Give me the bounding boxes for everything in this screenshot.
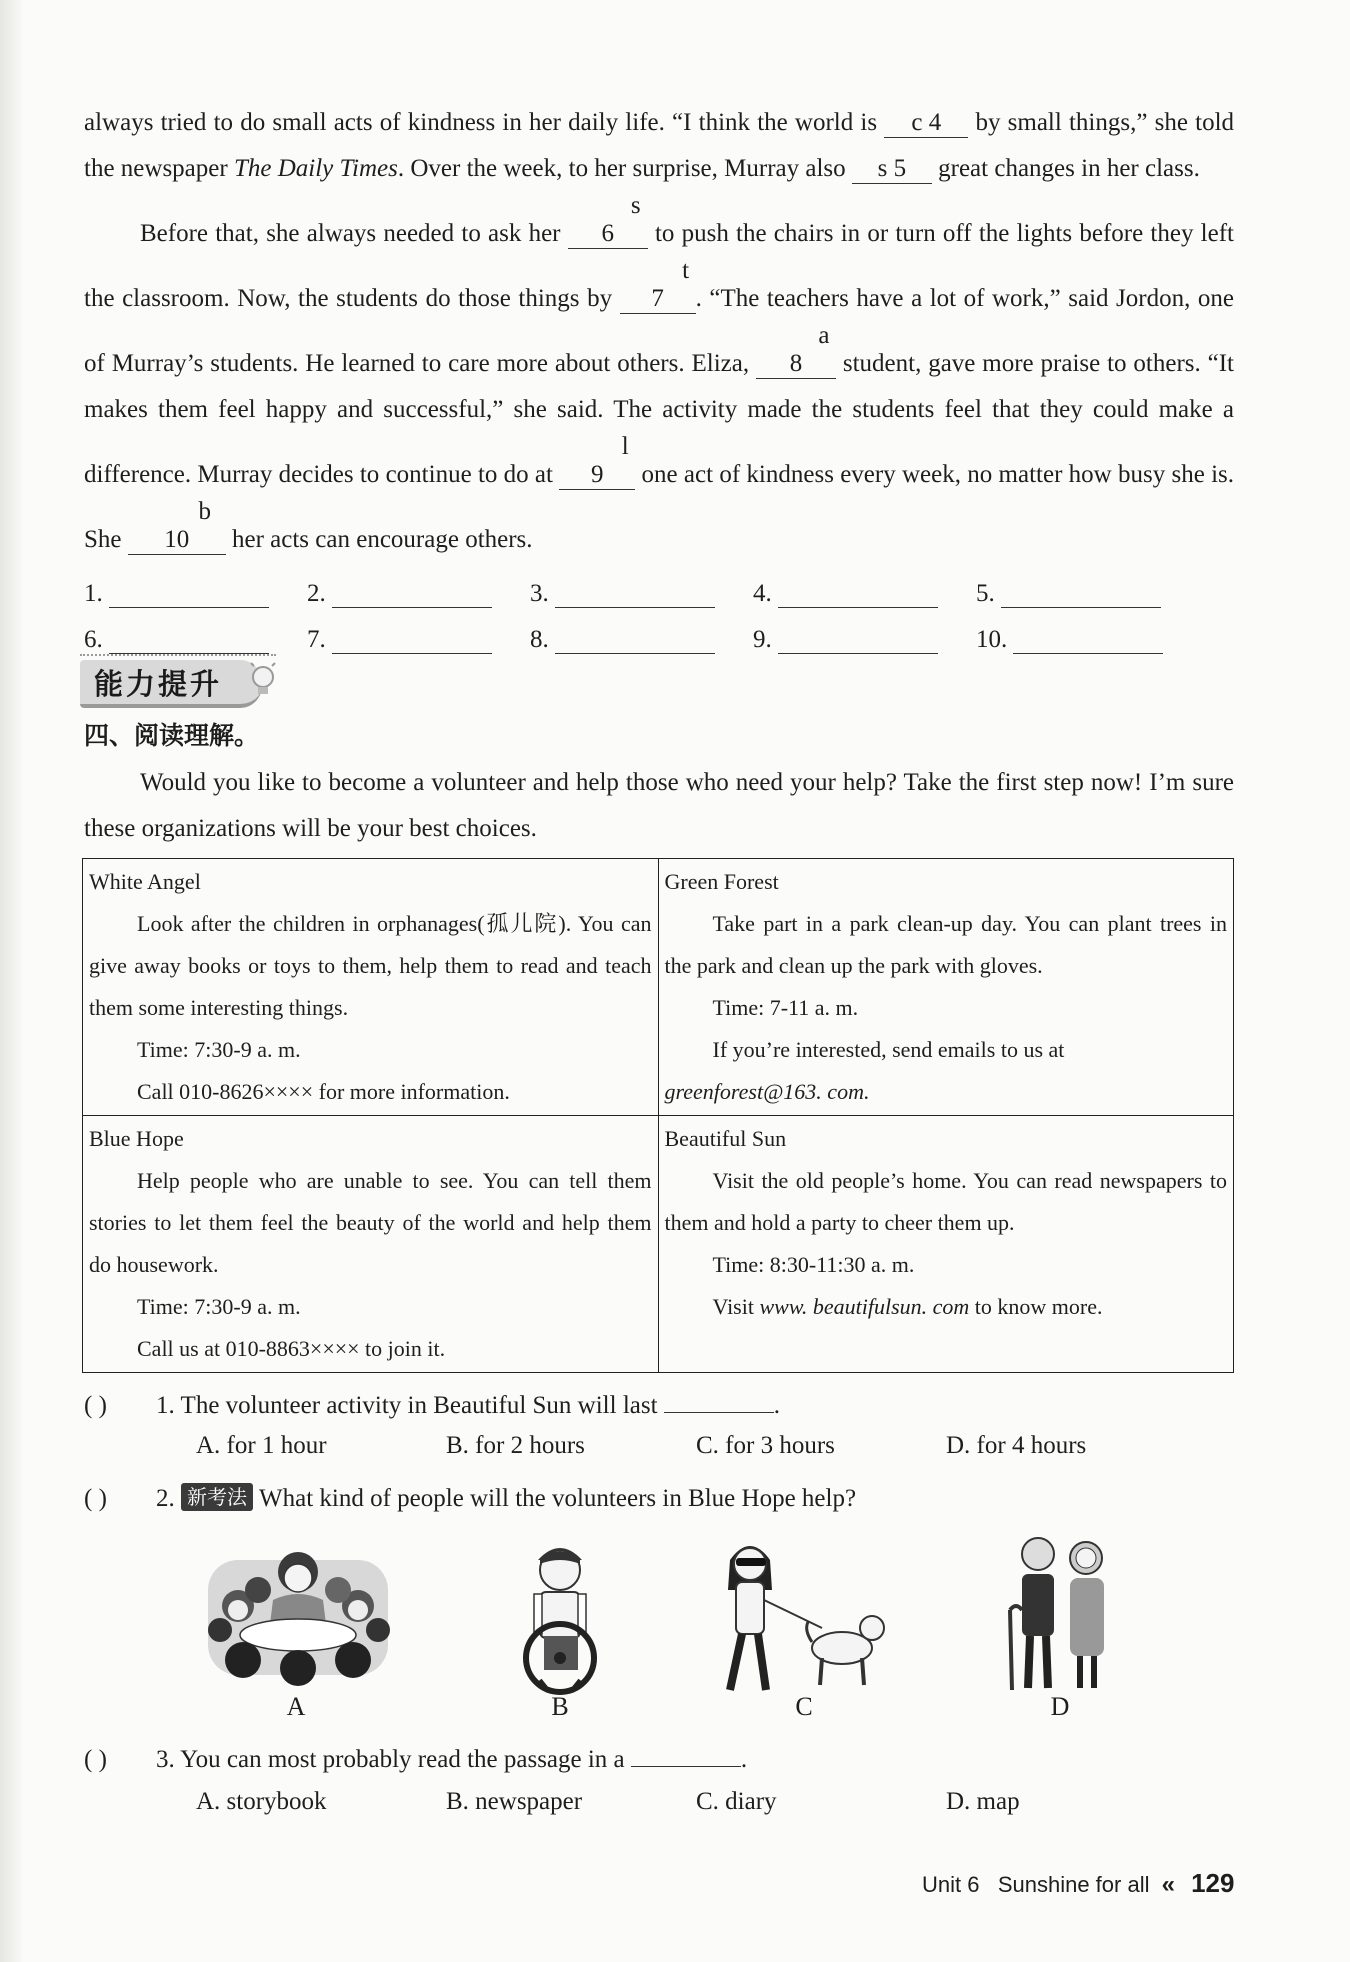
answer-5[interactable]: 5.: [976, 562, 1199, 608]
answer-6[interactable]: 6.: [84, 608, 307, 654]
blank-9[interactable]: l 9: [559, 433, 635, 490]
question-blank: [631, 1742, 741, 1767]
option-d[interactable]: D. map: [946, 1788, 1020, 1815]
blank-6[interactable]: s 6: [568, 192, 648, 249]
org-name: Green Forest: [664, 869, 779, 894]
double-chevron-icon: «: [1161, 1871, 1175, 1898]
answer-2[interactable]: 2.: [307, 562, 530, 608]
passage-paragraph-1: always tried to do small acts of kindness in her daily life. “I think the world is c 4 by small things,” she told the newspaper The Daily Times. Over the week, to her surprise, Murray also s 5 great changes in her class.: [84, 109, 1235, 182]
org-contact: If you’re interested, send emails to us at: [712, 1037, 1065, 1062]
passage-paragraph-2: Before that, she always needed to ask her s 6 to push the chairs in or turn off the lights before they left the classroom. Now, the students do those things by t 7 . “The teachers have a lot of work,” said Jordon, one of Murray’s students. He learned to care more about others. Eliza, a 8 student, gave more praise to others. “It makes them feel happy and successful,” she said. The activity made the students feel that they could make a difference. Murray decides to continue to do at l 9 one act of kindness every week, no matter how busy she is. She b 10 her acts can encourage others.: [84, 192, 1235, 553]
cloze-passage: [84, 100, 1234, 563]
organizations-table: [82, 858, 1234, 1373]
answer-row-2: [84, 608, 1214, 654]
picture-label-d: D: [1050, 1692, 1070, 1721]
table-row: [83, 859, 1234, 1116]
picture-label-b: B: [551, 1692, 569, 1721]
option-c[interactable]: C. for 3 hours: [696, 1432, 835, 1459]
elderly-couple-picture[interactable]: [998, 1530, 1128, 1700]
org-name: Blue Hope: [89, 1126, 184, 1151]
question-2-pictures: [0, 1530, 1350, 1730]
answer-4[interactable]: 4.: [753, 562, 976, 608]
question-3: ( ) 3. You can most probably read the passage in a .: [84, 1740, 1234, 1780]
org-name: Beautiful Sun: [664, 1126, 787, 1151]
option-b[interactable]: B. newspaper: [446, 1788, 583, 1815]
answer-lines: [84, 562, 1214, 654]
answer-3[interactable]: 3.: [530, 562, 753, 608]
org-description: Visit the old people’s home. You can read newspapers to them and hold a party to cheer them up.: [664, 1168, 1227, 1235]
org-blue-hope: [83, 1116, 659, 1373]
new-format-tag: 新考法: [181, 1483, 253, 1511]
org-time: Time: 7:30-9 a. m.: [137, 1037, 301, 1062]
answer-10[interactable]: 10.: [976, 608, 1199, 654]
answer-paren[interactable]: ( ): [84, 1485, 107, 1512]
org-beautiful-sun: [658, 1116, 1234, 1373]
answer-paren[interactable]: ( ): [84, 1746, 107, 1773]
option-a[interactable]: A. storybook: [196, 1788, 327, 1815]
blank-5[interactable]: s 5: [852, 155, 932, 184]
unit-title: Sunshine for all: [997, 1872, 1150, 1897]
page-footer: [922, 1868, 1234, 1899]
blank-4[interactable]: c 4: [884, 109, 968, 138]
option-c[interactable]: C. diary: [696, 1788, 777, 1815]
question-1: ( ) 1. The volunteer activity in Beautiful Sun will last .: [84, 1386, 1234, 1426]
blank-8[interactable]: a 8: [756, 322, 836, 379]
question-2: ( ) 2. 新考法 What kind of people will the volunteers in Blue Hope help?: [84, 1479, 1234, 1519]
section-title: 四、阅读理解。: [84, 721, 260, 750]
org-url[interactable]: www. beautifulsun. com: [759, 1294, 970, 1319]
org-white-angel: [83, 859, 659, 1116]
answer-9[interactable]: 9.: [753, 608, 976, 654]
picture-label-a: A: [286, 1692, 306, 1721]
answer-1[interactable]: 1.: [84, 562, 307, 608]
question-1-options: [196, 1432, 1196, 1460]
wheelchair-user-picture[interactable]: [500, 1530, 620, 1700]
picture-label-c: C: [795, 1692, 813, 1721]
org-contact: Call 010-8626×××× for more information.: [137, 1079, 510, 1104]
blank-10[interactable]: b 10: [128, 498, 226, 555]
org-contact: Call us at 010-8863×××× to join it.: [137, 1336, 446, 1361]
org-name: White Angel: [89, 869, 201, 894]
org-description: Help people who are unable to see. You can tell them stories to let them feel the beauty of the world and help them do housework.: [89, 1168, 652, 1277]
unit-label: Unit 6: [922, 1872, 980, 1897]
answer-8[interactable]: 8.: [530, 608, 753, 654]
reading-intro: Would you like to become a volunteer and help those who need your help? Take the first step now! I’m sure these organizations will be your best choices.: [84, 769, 1234, 842]
answer-paren[interactable]: ( ): [84, 1392, 107, 1419]
org-contact: Visit www. beautifulsun. com to know more.: [712, 1294, 1103, 1319]
org-description: Look after the children in orphanages(孤儿院). You can give away books or toys to them, help them to read and teach them some interesting things.: [89, 911, 652, 1020]
newspaper-title: The Daily Times: [233, 155, 398, 182]
page-number: 129: [1191, 1868, 1235, 1898]
blank-7[interactable]: t 7: [620, 257, 696, 314]
table-row: [83, 1116, 1234, 1373]
org-time: Time: 7-11 a. m.: [712, 995, 859, 1020]
answer-7[interactable]: 7.: [307, 608, 530, 654]
answer-row-1: [84, 562, 1214, 608]
org-time: Time: 7:30-9 a. m.: [137, 1294, 301, 1319]
option-a[interactable]: A. for 1 hour: [196, 1432, 327, 1459]
section-banner: [80, 656, 280, 708]
org-description: Take part in a park clean-up day. You can plant trees in the park and clean up the park with gloves.: [664, 911, 1227, 978]
org-time: Time: 8:30-11:30 a. m.: [712, 1252, 915, 1277]
org-email[interactable]: greenforest@163. com.: [664, 1079, 870, 1104]
question-blank: [664, 1388, 774, 1413]
option-d[interactable]: D. for 4 hours: [946, 1432, 1087, 1459]
org-green-forest: [658, 859, 1234, 1116]
children-group-picture[interactable]: [198, 1530, 398, 1690]
blind-person-with-guide-dog-picture[interactable]: [712, 1530, 892, 1700]
question-3-options: [196, 1788, 1196, 1816]
lightbulb-icon: [248, 662, 278, 702]
banner-title: 能力提升: [94, 667, 223, 701]
option-b[interactable]: B. for 2 hours: [446, 1432, 585, 1459]
